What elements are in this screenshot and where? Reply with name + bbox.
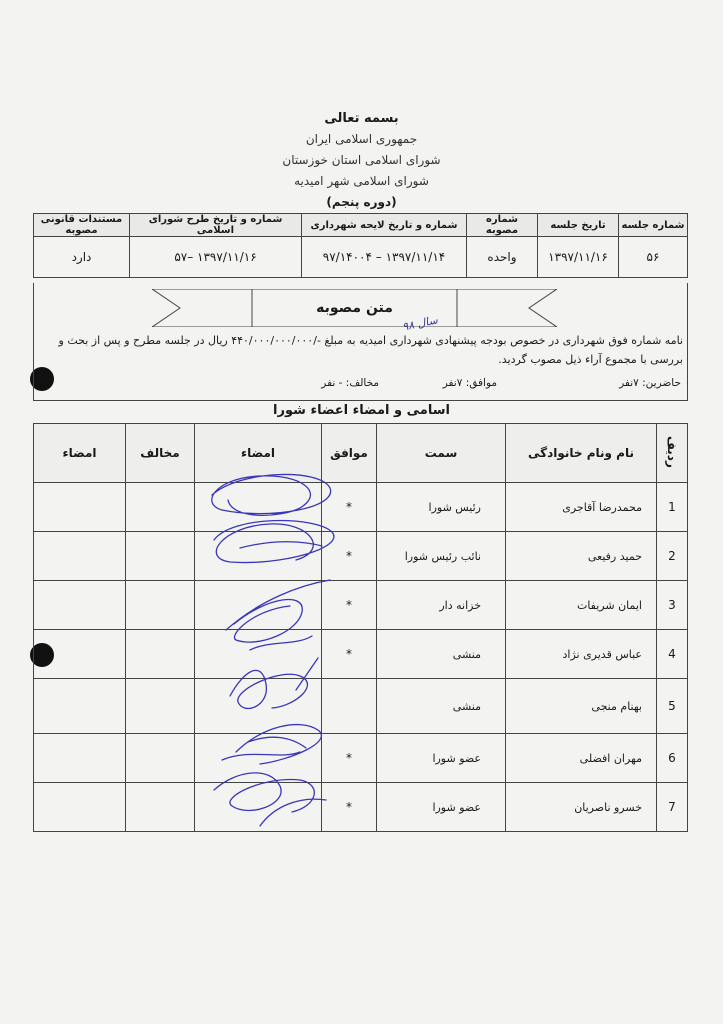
- header-bill-no-date: شماره و تاریخ لایحه شهرداری: [302, 214, 467, 237]
- member-row: [34, 630, 688, 679]
- info-value-row: [34, 237, 688, 278]
- basmala: بسمه تعالی: [324, 111, 399, 126]
- header-name: نام ونام خانوادگی: [506, 424, 657, 483]
- member-role: رئیس شورا: [377, 483, 506, 532]
- header-resolution-no: شماره مصوبه: [467, 214, 538, 237]
- member-agree-mark: *: [322, 630, 377, 679]
- header-signature: امضاء: [195, 424, 322, 483]
- member-row: [34, 532, 688, 581]
- province-council-line: شورای اسلامی استان خوزستان: [282, 153, 441, 167]
- city-council-line: شورای اسلامی شهر امیدیه: [294, 174, 429, 188]
- resolution-info-table: [33, 213, 688, 278]
- member-number: 5: [657, 679, 688, 734]
- member-oppose-cell: [126, 734, 195, 783]
- member-role: منشی: [377, 630, 506, 679]
- value-bill-no-date: ۱۳۹۷/۱۱/۱۴ – ۹۷/۱۴۰۰۴: [302, 237, 467, 278]
- member-oppose-cell: [126, 483, 195, 532]
- header-radif-label: ردیف: [665, 435, 679, 468]
- present-count: حاضرین: ۷نفر: [619, 377, 681, 389]
- member-signature2-cell: [34, 483, 126, 532]
- value-session-no: ۵۶: [619, 237, 688, 278]
- member-number: 4: [657, 630, 688, 679]
- member-role: عضو شورا: [377, 734, 506, 783]
- member-oppose-cell: [126, 532, 195, 581]
- member-signature2-cell: [34, 581, 126, 630]
- member-number: 2: [657, 532, 688, 581]
- member-name: محمدرضا آقاجری: [506, 483, 657, 532]
- member-name: حمید رفیعی: [506, 532, 657, 581]
- header-legal-docs: مستندات قانونی مصوبه: [34, 214, 130, 237]
- member-name: مهران افضلی: [506, 734, 657, 783]
- member-agree-mark: *: [322, 532, 377, 581]
- member-role: منشی: [377, 679, 506, 734]
- member-agree-mark: *: [322, 581, 377, 630]
- member-number: 3: [657, 581, 688, 630]
- header-signature-2: امضاء: [34, 424, 126, 483]
- resolution-title: متن مصوبه: [316, 300, 393, 316]
- member-row: [34, 483, 688, 532]
- header-agree: موافق: [322, 424, 377, 483]
- handwritten-year-note: سال ۹۸: [401, 313, 439, 334]
- members-header-row: [34, 424, 688, 483]
- member-signature-cell: [195, 483, 322, 532]
- member-row: [34, 679, 688, 734]
- member-agree-mark: *: [322, 783, 377, 832]
- members-table: [33, 423, 688, 832]
- header-oppose: مخالف: [126, 424, 195, 483]
- member-signature-cell: [195, 581, 322, 630]
- header-radif: [657, 424, 688, 483]
- member-agree-mark: *: [322, 734, 377, 783]
- member-signature2-cell: [34, 532, 126, 581]
- member-name: ایمان شریفات: [506, 581, 657, 630]
- member-name: عباس قدیری نژاد: [506, 630, 657, 679]
- member-row: [34, 581, 688, 630]
- member-number: 7: [657, 783, 688, 832]
- header-session-date: تاریخ جلسه: [538, 214, 619, 237]
- resolution-body: نامه شماره فوق شهرداری در خصوص بودجه پیشنهادی شهرداری امیدیه به مبلغ -/۴۴۰/۰۰۰/۰۰۰/۰۰۰ ریال در جلسه مطرح و پس از بحث و بررسی با مجموع آراء ذیل مصوب گردید.: [58, 334, 683, 366]
- member-signature2-cell: [34, 783, 126, 832]
- member-signature-cell: [195, 734, 322, 783]
- value-plan-no-date: ۱۳۹۷/۱۱/۱۶ –۵۷: [130, 237, 302, 278]
- header-plan-no-date: شماره و تاریخ طرح شورای اسلامی: [130, 214, 302, 237]
- member-oppose-cell: [126, 783, 195, 832]
- member-agree-mark: *: [322, 483, 377, 532]
- member-number: 1: [657, 483, 688, 532]
- agree-count: موافق: ۷نفر: [442, 377, 497, 389]
- member-role: عضو شورا: [377, 783, 506, 832]
- header-session-no: شماره جلسه: [619, 214, 688, 237]
- member-number: 6: [657, 734, 688, 783]
- member-signature2-cell: [34, 679, 126, 734]
- members-title: اسامی و امضاء اعضاء شورا: [273, 403, 450, 418]
- header-role: سمت: [377, 424, 506, 483]
- council-period: (دوره پنجم): [326, 195, 397, 209]
- oppose-count: مخالف: - نفر: [321, 377, 379, 389]
- member-signature2-cell: [34, 630, 126, 679]
- member-oppose-cell: [126, 630, 195, 679]
- value-session-date: ۱۳۹۷/۱۱/۱۶: [538, 237, 619, 278]
- value-resolution-no: واحده: [467, 237, 538, 278]
- member-row: [34, 783, 688, 832]
- member-oppose-cell: [126, 679, 195, 734]
- member-name: بهنام منجی: [506, 679, 657, 734]
- member-role: خزانه دار: [377, 581, 506, 630]
- member-name: خسرو ناصریان: [506, 783, 657, 832]
- member-oppose-cell: [126, 581, 195, 630]
- member-signature-cell: [195, 679, 322, 734]
- member-signature2-cell: [34, 734, 126, 783]
- value-legal-docs: دارد: [34, 237, 130, 278]
- member-signature-cell: [195, 783, 322, 832]
- member-signature-cell: [195, 630, 322, 679]
- member-signature-cell: [195, 532, 322, 581]
- member-agree-mark: [322, 679, 377, 734]
- country-line: جمهوری اسلامی ایران: [305, 132, 418, 146]
- info-header-row: [34, 214, 688, 237]
- member-row: [34, 734, 688, 783]
- member-role: نائب رئیس شورا: [377, 532, 506, 581]
